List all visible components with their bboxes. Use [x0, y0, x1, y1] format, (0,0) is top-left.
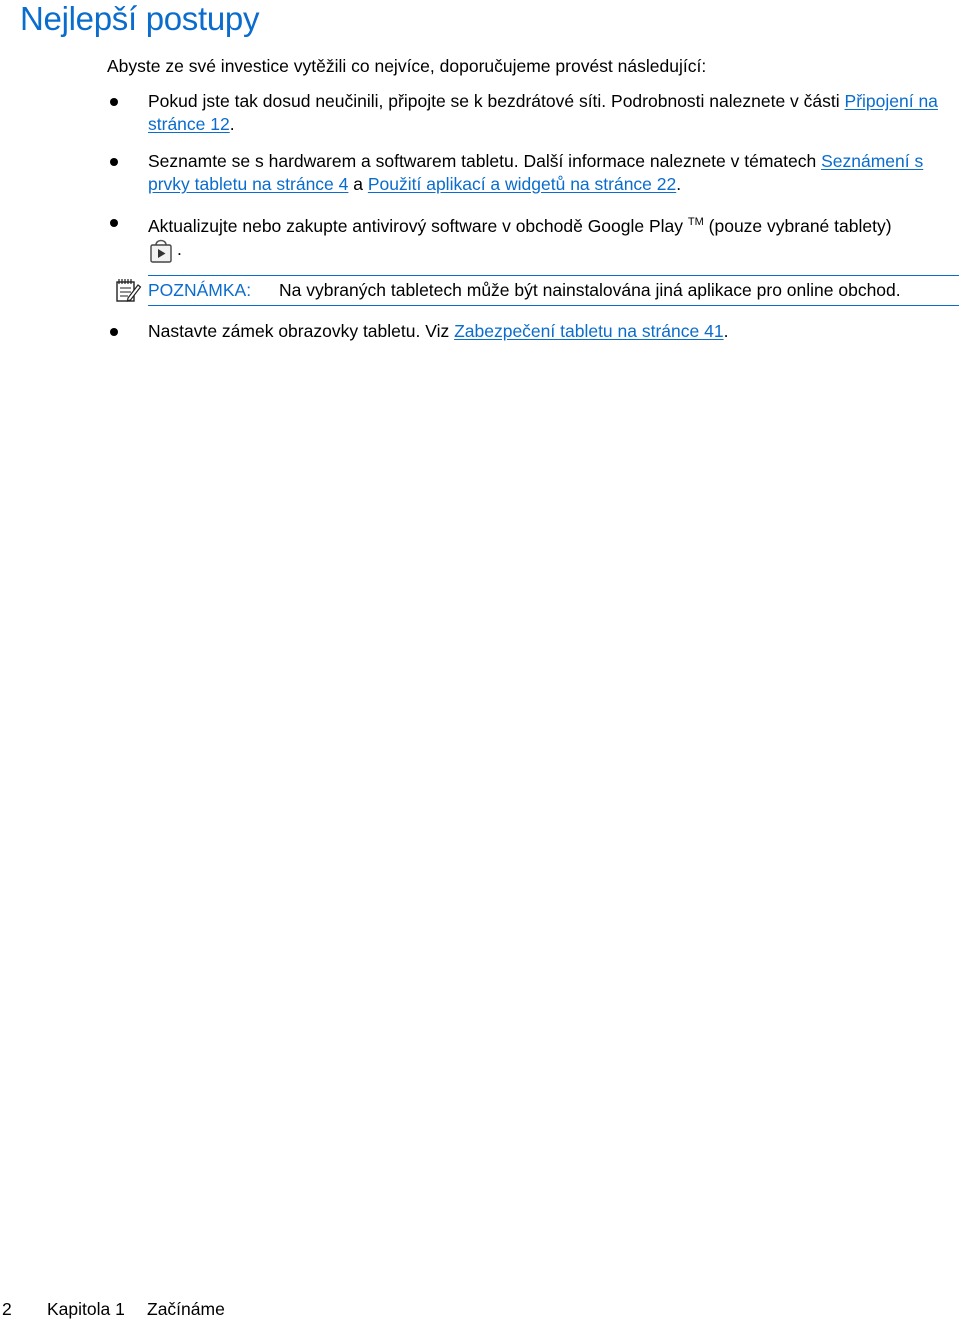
bullet	[110, 98, 118, 106]
trademark-mark: TM	[687, 216, 704, 228]
link-zabezpeceni[interactable]: Zabezpečení tabletu na stránce 41	[454, 320, 724, 341]
link-seznameni[interactable]: Seznámení s prvky tabletu na stránce 4	[148, 151, 924, 194]
bullet	[110, 158, 118, 166]
list-item	[107, 211, 959, 269]
item-punctuation: .	[177, 238, 182, 259]
bullet	[110, 328, 118, 336]
item-text: Pokud jste tak dosud neučinili, připojte se k bezdrátové síti. Podrobnosti naleznete v části	[148, 91, 845, 111]
link-pouziti-aplikaci[interactable]: Použití aplikací a widgetů na stránce 22	[367, 174, 677, 194]
footer-chapter: Kapitola 1	[47, 1299, 125, 1319]
bullet	[110, 219, 118, 227]
list-item	[107, 320, 959, 343]
item-text-2: (pouze vybrané tablety)	[703, 215, 892, 236]
footer-chapter-title: Začínáme	[147, 1299, 225, 1319]
note-box	[148, 275, 959, 306]
list-item	[107, 90, 959, 136]
best-practices-list	[107, 90, 959, 343]
item-punctuation: .	[723, 320, 729, 341]
link-pripojeni[interactable]: Připojení na stránce 12	[148, 91, 938, 134]
item-connector: a	[348, 174, 368, 194]
item-text: Seznamte se s hardwarem a softwarem tabletu. Další informace naleznete v tématech	[148, 151, 822, 171]
item-punctuation: .	[676, 174, 682, 194]
item-text: Aktualizujte nebo zakupte antivirový software v obchodě Google Play	[148, 215, 688, 236]
google-play-store-icon	[148, 238, 175, 269]
note-pad-icon	[115, 277, 142, 309]
note-text: Na vybraných tabletech může být nainstalována jiná aplikace pro online obchod.	[279, 279, 901, 300]
intro-paragraph: Abyste ze své investice vytěžili co nejvíce, doporučujeme provést následující:	[107, 56, 707, 76]
item-punctuation: .	[229, 114, 235, 134]
list-item	[107, 150, 959, 196]
page-number: 2	[2, 1299, 12, 1319]
note-label: POZNÁMKA:	[148, 279, 252, 300]
item-text: Nastavte zámek obrazovky tabletu. Viz	[148, 320, 455, 341]
page-title: Nejlepší postupy	[20, 0, 260, 37]
